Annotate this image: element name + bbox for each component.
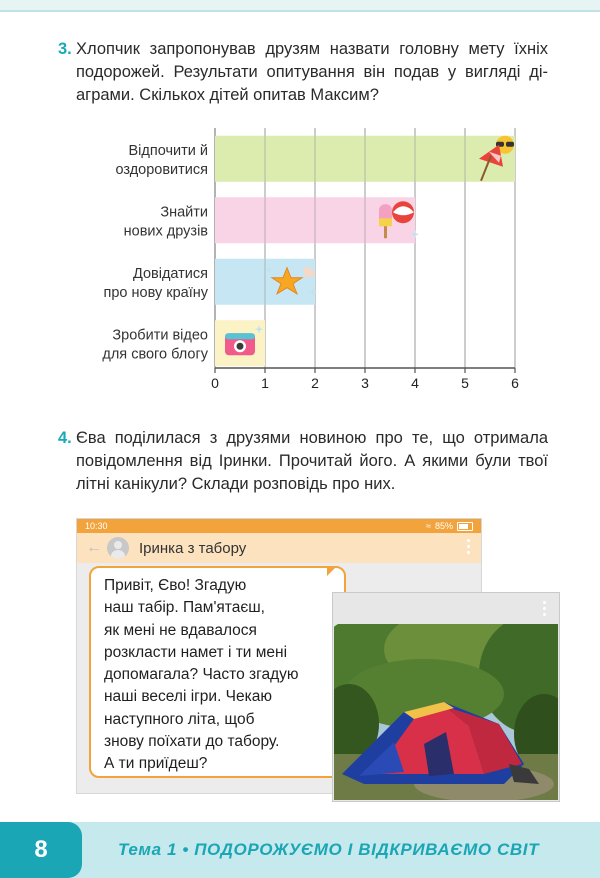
back-arrow-icon[interactable]: ←	[86, 539, 102, 556]
message-text	[104, 575, 344, 776]
category-label	[124, 204, 209, 239]
camera-lens	[237, 343, 244, 350]
photo-more-options-icon[interactable]	[543, 601, 547, 619]
message-line: допомагала? Часто згадую	[104, 666, 299, 684]
tick-label: 3	[361, 375, 369, 391]
photo-card	[332, 592, 560, 802]
avatar[interactable]	[107, 537, 129, 559]
task-4-line: твої літні канікули? Склади розповідь про них.	[76, 452, 549, 493]
task-3-line: аграми. Скількох дітей опитав Максим?	[76, 86, 379, 104]
task-3	[58, 38, 548, 107]
tick-label: 0	[211, 375, 219, 391]
category-label-line: Зробити відео	[112, 327, 208, 344]
contact-name: Іринка з табору	[139, 539, 247, 557]
message-line: наші веселі ігри. Чекаю	[104, 688, 273, 706]
camera-top	[225, 333, 255, 339]
tent-photo[interactable]	[334, 624, 558, 800]
task-4-line: Єва поділилася з друзями новиною про те, що отримала	[76, 429, 548, 447]
wifi-icon: ≈	[426, 521, 431, 531]
tick-label: 1	[261, 375, 269, 391]
page-footer	[0, 822, 600, 878]
message-line: знову поїхати до табору.	[104, 733, 280, 751]
top-border	[0, 0, 600, 12]
category-label-line: Довідатися	[132, 265, 208, 282]
message-line: розкласти намет і ти мені	[104, 643, 288, 661]
battery-icon	[457, 522, 473, 531]
task-4	[58, 427, 548, 496]
task-4-number: 4.	[58, 429, 72, 447]
category-label-line: оздоровитися	[115, 161, 208, 178]
category-label-line: нових друзів	[123, 223, 208, 240]
status-right	[426, 519, 473, 533]
ice-cream-stripe	[379, 218, 392, 226]
task-3-text	[76, 38, 548, 107]
ice-cream-stick	[384, 226, 387, 238]
message-line: А ти приїдеш?	[104, 755, 208, 773]
tick-label: 4	[411, 375, 419, 391]
tick-label: 2	[311, 375, 319, 391]
tick-label: 5	[461, 375, 469, 391]
category-label-line: Відпочити й	[128, 142, 208, 159]
category-label	[115, 143, 208, 178]
task-4-text	[76, 427, 548, 496]
status-bar	[77, 519, 481, 533]
task-3-number: 3.	[58, 40, 72, 58]
footer-topic: Тема 1 • ПОДОРОЖУЄМО І ВІДКРИВАЄМО СВІТ	[118, 840, 540, 859]
message-line: наступного літа, щоб	[104, 710, 255, 728]
battery-percent: 85%	[434, 521, 453, 531]
message-line: наш табір. Пам'ятаєш,	[104, 599, 265, 617]
status-time: 10:30	[85, 521, 108, 531]
chart-tick-labels	[211, 368, 519, 391]
task-3-line: Хлопчик запропонував друзям назвати головну мету їхніх	[76, 40, 548, 58]
page-number: 8	[34, 836, 48, 863]
task-3-line: подорожей. Результати опитування він подав у вигляді ді-	[76, 63, 548, 81]
bar-chart	[0, 118, 600, 398]
category-label-line: для свого блогу	[102, 346, 208, 363]
chat-header	[77, 533, 481, 563]
category-label	[102, 327, 208, 362]
category-label-line: Знайти	[160, 204, 208, 221]
more-options-icon[interactable]	[467, 539, 471, 557]
message-line: як мені не вдавалося	[104, 621, 257, 639]
message-line: Привіт, Єво! Згадую	[104, 577, 247, 594]
category-label-line: про нову країну	[103, 284, 208, 301]
sunglass-lens	[506, 142, 514, 147]
chart-category-labels	[102, 143, 208, 363]
task-4-line: повідомлення від Іринки. Прочитай його. А якими були	[76, 452, 512, 470]
category-label	[103, 266, 208, 301]
tick-label: 6	[511, 375, 519, 391]
sunglass-lens	[496, 142, 504, 147]
